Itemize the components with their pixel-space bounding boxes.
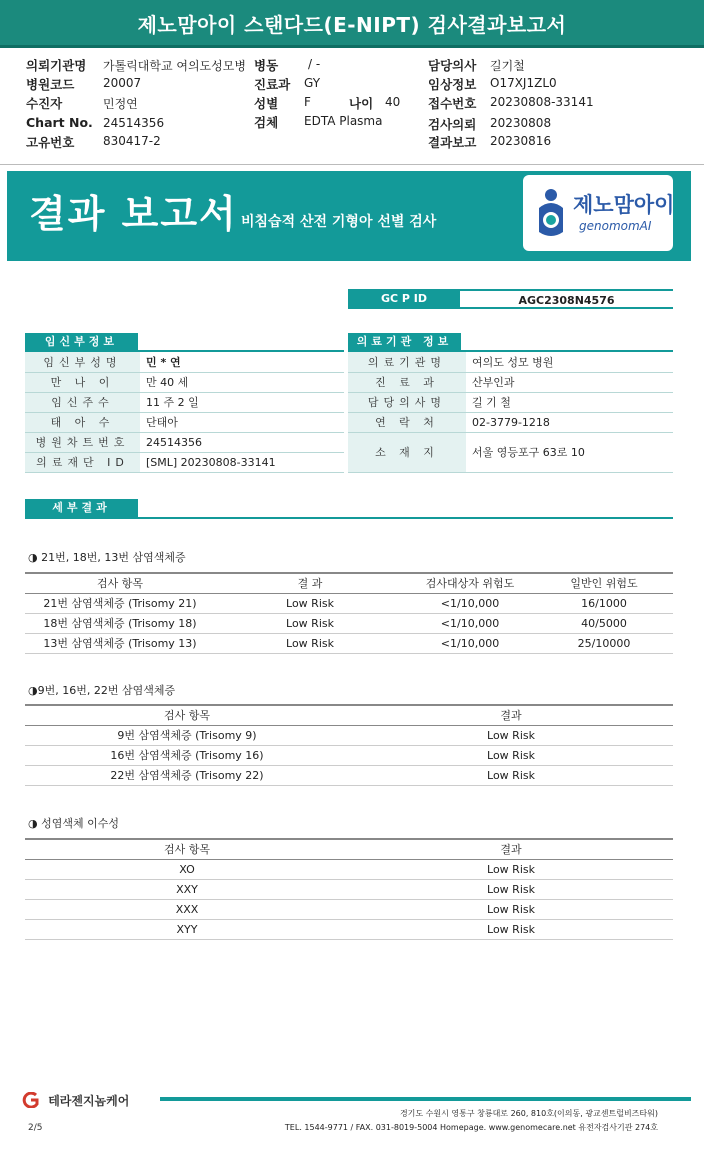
institution-value: 가톨릭대학교 여의도성모병: [103, 59, 246, 73]
medical-info-table: [348, 352, 673, 473]
details-section-tab: 세부결과: [25, 499, 138, 517]
table-row: [25, 352, 344, 372]
medical-section-tab: 의료기관 정보: [348, 333, 461, 351]
table-row: [25, 879, 673, 899]
unique-label: 고유번호: [26, 135, 75, 150]
table-row: [25, 613, 673, 633]
pregnancy-value: 민 * 연: [140, 352, 344, 372]
test-item: 18번 삼염색체증 (Trisomy 18): [25, 613, 215, 633]
request-value: 20230808: [490, 116, 552, 130]
table-row: [25, 452, 344, 472]
chart-value: 24514356: [103, 116, 165, 130]
test-item: 13번 삼염색체증 (Trisomy 13): [25, 633, 215, 653]
table-header-row: [25, 573, 673, 593]
pregnancy-key: 태 아 수: [25, 412, 140, 432]
dept-label: 진료과: [254, 77, 291, 92]
column-header: 검사대상자 위험도: [405, 573, 535, 593]
test-item: 16번 삼염색체증 (Trisomy 16): [25, 745, 349, 765]
receipt-value: 20230808-33141: [490, 95, 594, 109]
patient-value: 민정연: [103, 97, 138, 111]
table-row: [25, 745, 673, 765]
gcp-id-value: AGC2308N4576: [460, 289, 673, 309]
clinical-label: 임상정보: [428, 77, 477, 92]
table-row: [25, 593, 673, 613]
banner-title: 결과 보고서: [29, 192, 238, 236]
footer-company-logo: [22, 1092, 129, 1109]
patient-label: 수진자: [26, 96, 63, 111]
table-row: [25, 412, 344, 432]
table-row: [348, 412, 673, 432]
medical-key: 진 료 과: [348, 372, 466, 392]
pregnancy-section-tab: 임신부정보: [25, 333, 138, 351]
chart-label: Chart No.: [26, 115, 93, 130]
column-header: 결 과: [215, 573, 405, 593]
general-risk: 25/10000: [535, 633, 673, 653]
pregnancy-value: [SML] 20230808-33141: [140, 452, 344, 472]
pregnancy-value: 24514356: [140, 432, 344, 452]
medical-key: 담당의사명: [348, 392, 466, 412]
medical-value: 02-3779-1218: [466, 412, 673, 432]
clinical-value: O17XJ1ZL0: [490, 76, 557, 90]
ward-value: / -: [308, 57, 321, 71]
details-section-line: [25, 517, 673, 519]
gcp-id-label: GC P ID: [348, 289, 460, 309]
medical-value: 여의도 성모 병원: [466, 352, 673, 372]
logo-korean-text: 제노맘아이: [573, 193, 675, 217]
table-row: [25, 725, 673, 745]
doctor-value: 길기철: [490, 59, 525, 73]
table-row: [25, 392, 344, 412]
table-row: [348, 372, 673, 392]
result: Low Risk: [215, 593, 405, 613]
pregnancy-info-table: [25, 352, 344, 473]
test-item: XYY: [25, 919, 349, 939]
mother-baby-logo-icon: [533, 188, 569, 238]
general-risk: 16/1000: [535, 593, 673, 613]
result: Low Risk: [215, 633, 405, 653]
specimen-value: EDTA Plasma: [304, 114, 383, 128]
medical-key: 연 락 처: [348, 412, 466, 432]
result: Low Risk: [349, 745, 673, 765]
pregnancy-key: 만 나 이: [25, 372, 140, 392]
subject-risk: <1/10,000: [405, 633, 535, 653]
pregnancy-key: 병원차트번호: [25, 432, 140, 452]
test-item: XXY: [25, 879, 349, 899]
hospital-code-value: 20007: [103, 76, 142, 90]
table-row: [25, 765, 673, 785]
banner-subtitle: 비침습적 산전 기형아 선별 검사: [241, 214, 437, 230]
sex-value: F: [304, 95, 311, 109]
company-g-icon: [22, 1092, 44, 1108]
test-item: 21번 삼염색체증 (Trisomy 21): [25, 593, 215, 613]
test-item: 9번 삼염색체증 (Trisomy 9): [25, 725, 349, 745]
column-header: 일반인 위험도: [535, 573, 673, 593]
group2-title: ◑9번, 16번, 22번 삼염색체증: [28, 684, 176, 697]
test-item: 22번 삼염색체증 (Trisomy 22): [25, 765, 349, 785]
test-item: XO: [25, 859, 349, 879]
group1-title: ◑ 21번, 18번, 13번 삼염색체증: [28, 551, 186, 564]
test-item: XXX: [25, 899, 349, 919]
header-divider: [0, 164, 704, 165]
reported-label: 결과보고: [428, 135, 477, 150]
table-row: [348, 352, 673, 372]
hospital-code-label: 병원코드: [26, 77, 75, 92]
pregnancy-value: 11 주 2 일: [140, 392, 344, 412]
trisomy-21-18-13-table: [25, 572, 673, 654]
sex-label: 성별: [254, 96, 279, 111]
pregnancy-value: 만 40 세: [140, 372, 344, 392]
pregnancy-key: 의료재단 ID: [25, 452, 140, 472]
table-header-row: [25, 839, 673, 859]
doctor-label: 담당의사: [428, 58, 477, 73]
logo-english-text: genomomAI: [579, 219, 652, 233]
result-banner: [7, 171, 691, 261]
reported-value: 20230816: [490, 134, 552, 148]
column-header: 검사 항목: [25, 705, 349, 725]
table-row: [348, 392, 673, 412]
result: Low Risk: [349, 859, 673, 879]
pregnancy-value: 단태아: [140, 412, 344, 432]
dept-value: GY: [304, 76, 321, 90]
medical-value: 길 기 철: [466, 392, 673, 412]
medical-value: 서울 영등포구 63로 10: [466, 432, 673, 472]
subject-risk: <1/10,000: [405, 593, 535, 613]
brand-logo: [523, 175, 673, 251]
institution-label: 의뢰기관명: [26, 58, 87, 73]
sex-chromosome-table: [25, 838, 673, 940]
result: Low Risk: [215, 613, 405, 633]
table-row: [25, 919, 673, 939]
table-header-row: [25, 705, 673, 725]
result: Low Risk: [349, 919, 673, 939]
table-row: [25, 899, 673, 919]
table-row: [25, 633, 673, 653]
result: Low Risk: [349, 765, 673, 785]
footer-contact: TEL. 1544-9771 / FAX. 031-8019-5004 Homepage. www.genomecare.net 유전자검사기관 274호: [284, 1123, 658, 1132]
specimen-label: 검체: [254, 115, 279, 130]
age-value: 40: [385, 95, 401, 109]
medical-key: 소 재 지: [348, 432, 466, 472]
page-number: 2/5: [28, 1123, 43, 1133]
footer-divider: [160, 1097, 691, 1101]
column-header: 검사 항목: [25, 573, 215, 593]
trisomy-9-16-22-table: [25, 704, 673, 786]
group3-title: ◑ 성염색체 이수성: [28, 817, 119, 830]
ward-label: 병동: [254, 58, 279, 73]
unique-value: 830417-2: [103, 134, 161, 148]
table-row: [348, 432, 673, 472]
pregnancy-key: 임신주수: [25, 392, 140, 412]
result: Low Risk: [349, 899, 673, 919]
column-header: 결과: [349, 705, 673, 725]
report-title: 제노맘아이 스탠다드(E-NIPT) 검사결과보고서: [0, 0, 704, 48]
column-header: 결과: [349, 839, 673, 859]
medical-value: 산부인과: [466, 372, 673, 392]
request-label: 검사의뢰: [428, 117, 477, 132]
general-risk: 40/5000: [535, 613, 673, 633]
result: Low Risk: [349, 879, 673, 899]
result: Low Risk: [349, 725, 673, 745]
table-row: [25, 432, 344, 452]
column-header: 검사 항목: [25, 839, 349, 859]
pregnancy-key: 임신부성명: [25, 352, 140, 372]
age-label: 나이: [349, 96, 374, 111]
footer-company-name: 테라젠지놈케어: [48, 1094, 130, 1108]
table-row: [25, 372, 344, 392]
table-row: [25, 859, 673, 879]
footer-address: 경기도 수원시 영통구 창룡대로 260, 810호(이의동, 광교센트럴비즈타워): [399, 1109, 658, 1118]
medical-key: 의료기관명: [348, 352, 466, 372]
receipt-label: 접수번호: [428, 96, 477, 111]
subject-risk: <1/10,000: [405, 613, 535, 633]
